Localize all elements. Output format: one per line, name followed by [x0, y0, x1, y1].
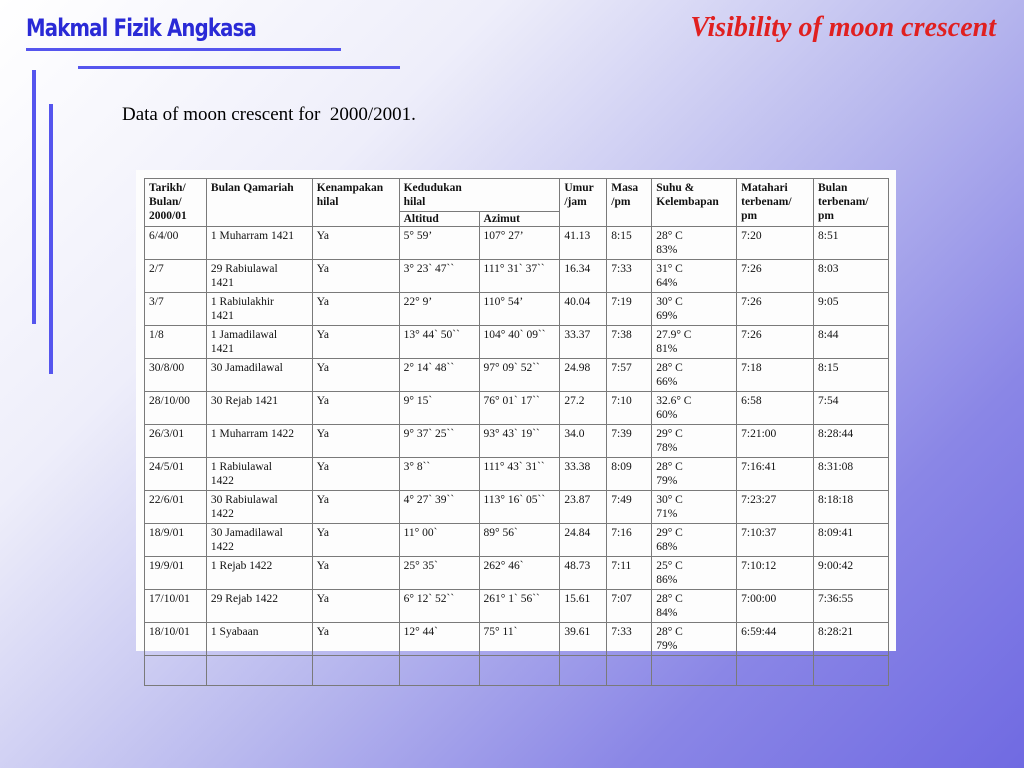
cell-moonset: 8:51 [814, 227, 889, 260]
slide-subtitle: Data of moon crescent for 2000/2001. [122, 104, 416, 125]
cell-moonset: 9:05 [814, 293, 889, 326]
cell-altitude: 9° 37` 25`` [399, 425, 479, 458]
table-row [145, 557, 889, 590]
cell-date: 30/8/00 [145, 359, 207, 392]
cell-moonset: 8:31:08 [814, 458, 889, 491]
col-header-month: Bulan Qamariah [206, 179, 312, 227]
col-header-temp: Suhu & Kelembapan [652, 179, 737, 227]
cell-date: 1/8 [145, 326, 207, 359]
cell-month: 1 Rabiulawal 1422 [206, 458, 312, 491]
cell-sunset: 7:26 [737, 293, 814, 326]
col-header-visibility: Kenampakan hilal [312, 179, 399, 227]
cell-sunset: 7:23:27 [737, 491, 814, 524]
table-row [145, 326, 889, 359]
cell-time: 7:19 [607, 293, 652, 326]
cell-date: 18/9/01 [145, 524, 207, 557]
cell-empty [652, 656, 737, 686]
cell-azimuth: 111° 31` 37`` [479, 260, 560, 293]
cell-month: 29 Rabiulawal 1421 [206, 260, 312, 293]
cell-sunset: 7:00:00 [737, 590, 814, 623]
cell-time: 7:49 [607, 491, 652, 524]
cell-temp: 27.9° C 81% [652, 326, 737, 359]
cell-temp: 28° C 83% [652, 227, 737, 260]
cell-time: 8:15 [607, 227, 652, 260]
cell-altitude: 6° 12` 52`` [399, 590, 479, 623]
cell-date: 3/7 [145, 293, 207, 326]
cell-altitude: 4° 27` 39`` [399, 491, 479, 524]
cell-sunset: 7:10:37 [737, 524, 814, 557]
cell-age: 34.0 [560, 425, 607, 458]
cell-temp: 28° C 84% [652, 590, 737, 623]
cell-visibility: Ya [312, 227, 399, 260]
cell-age: 40.04 [560, 293, 607, 326]
cell-time: 7:38 [607, 326, 652, 359]
decor-vline-right [49, 104, 53, 374]
cell-visibility: Ya [312, 392, 399, 425]
cell-visibility: Ya [312, 557, 399, 590]
lab-title: Makmal Fizik Angkasa [26, 14, 256, 42]
cell-azimuth: 261° 1` 56`` [479, 590, 560, 623]
cell-empty [560, 656, 607, 686]
cell-visibility: Ya [312, 326, 399, 359]
decor-line-top [26, 48, 341, 51]
table-header-row [145, 179, 889, 212]
cell-age: 27.2 [560, 392, 607, 425]
cell-azimuth: 93° 43` 19`` [479, 425, 560, 458]
cell-date: 17/10/01 [145, 590, 207, 623]
cell-sunset: 7:18 [737, 359, 814, 392]
cell-time: 7:10 [607, 392, 652, 425]
decor-vline-left [32, 70, 36, 324]
table-row [145, 425, 889, 458]
cell-date: 28/10/00 [145, 392, 207, 425]
cell-empty [206, 656, 312, 686]
cell-month: 1 Rabiulakhir 1421 [206, 293, 312, 326]
cell-visibility: Ya [312, 524, 399, 557]
cell-month: 1 Syabaan [206, 623, 312, 656]
cell-altitude: 12° 44` [399, 623, 479, 656]
moon-data-table [144, 178, 889, 686]
cell-age: 39.61 [560, 623, 607, 656]
cell-sunset: 6:58 [737, 392, 814, 425]
cell-month: 1 Jamadilawal 1421 [206, 326, 312, 359]
cell-azimuth: 262° 46` [479, 557, 560, 590]
col-header-date: Tarikh/ Bulan/ 2000/01 [145, 179, 207, 227]
cell-month: 30 Jamadilawal 1422 [206, 524, 312, 557]
cell-visibility: Ya [312, 293, 399, 326]
cell-empty [607, 656, 652, 686]
cell-moonset: 8:15 [814, 359, 889, 392]
cell-age: 15.61 [560, 590, 607, 623]
cell-month: 1 Muharram 1421 [206, 227, 312, 260]
cell-moonset: 8:18:18 [814, 491, 889, 524]
cell-month: 29 Rejab 1422 [206, 590, 312, 623]
cell-moonset: 8:28:21 [814, 623, 889, 656]
cell-date: 22/6/01 [145, 491, 207, 524]
cell-sunset: 7:16:41 [737, 458, 814, 491]
table-body [145, 227, 889, 686]
cell-time: 7:33 [607, 260, 652, 293]
col-header-age: Umur /jam [560, 179, 607, 227]
cell-date: 2/7 [145, 260, 207, 293]
cell-sunset: 7:20 [737, 227, 814, 260]
cell-month: 1 Muharram 1422 [206, 425, 312, 458]
table-row [145, 623, 889, 656]
decor-line-second [78, 66, 400, 69]
cell-date: 19/9/01 [145, 557, 207, 590]
cell-azimuth: 97° 09` 52`` [479, 359, 560, 392]
cell-azimuth: 76° 01` 17`` [479, 392, 560, 425]
table-row [145, 590, 889, 623]
cell-age: 23.87 [560, 491, 607, 524]
cell-empty [737, 656, 814, 686]
cell-visibility: Ya [312, 359, 399, 392]
cell-time: 7:11 [607, 557, 652, 590]
cell-time: 7:33 [607, 623, 652, 656]
cell-month: 30 Jamadilawal [206, 359, 312, 392]
cell-time: 7:07 [607, 590, 652, 623]
cell-time: 7:16 [607, 524, 652, 557]
cell-age: 33.37 [560, 326, 607, 359]
cell-azimuth: 104° 40` 09`` [479, 326, 560, 359]
cell-azimuth: 75° 11` [479, 623, 560, 656]
table-row [145, 227, 889, 260]
cell-sunset: 7:26 [737, 326, 814, 359]
col-header-sunset: Matahari terbenam/ pm [737, 179, 814, 227]
cell-empty [814, 656, 889, 686]
cell-empty [399, 656, 479, 686]
cell-time: 7:57 [607, 359, 652, 392]
cell-temp: 29° C 78% [652, 425, 737, 458]
cell-sunset: 7:21:00 [737, 425, 814, 458]
cell-altitude: 3° 8`` [399, 458, 479, 491]
cell-sunset: 7:10:12 [737, 557, 814, 590]
table-row [145, 491, 889, 524]
table-row [145, 524, 889, 557]
cell-temp: 30° C 71% [652, 491, 737, 524]
table-row [145, 458, 889, 491]
cell-altitude: 11° 00` [399, 524, 479, 557]
cell-date: 24/5/01 [145, 458, 207, 491]
cell-visibility: Ya [312, 590, 399, 623]
cell-date: 18/10/01 [145, 623, 207, 656]
cell-age: 24.84 [560, 524, 607, 557]
table-row-empty [145, 656, 889, 686]
cell-altitude: 25° 35` [399, 557, 479, 590]
cell-azimuth: 113° 16` 05`` [479, 491, 560, 524]
cell-moonset: 7:36:55 [814, 590, 889, 623]
cell-altitude: 13° 44` 50`` [399, 326, 479, 359]
slide-title: Visibility of moon crescent [690, 12, 996, 43]
cell-date: 26/3/01 [145, 425, 207, 458]
table-row [145, 359, 889, 392]
col-header-azimuth: Azimut [479, 212, 560, 227]
cell-visibility: Ya [312, 623, 399, 656]
cell-temp: 29° C 68% [652, 524, 737, 557]
cell-sunset: 6:59:44 [737, 623, 814, 656]
cell-altitude: 9° 15` [399, 392, 479, 425]
cell-sunset: 7:26 [737, 260, 814, 293]
cell-visibility: Ya [312, 458, 399, 491]
cell-time: 8:09 [607, 458, 652, 491]
cell-moonset: 8:09:41 [814, 524, 889, 557]
cell-month: 30 Rabiulawal 1422 [206, 491, 312, 524]
cell-temp: 28° C 66% [652, 359, 737, 392]
col-header-position-empty [479, 179, 560, 212]
cell-age: 33.38 [560, 458, 607, 491]
cell-visibility: Ya [312, 425, 399, 458]
cell-empty [145, 656, 207, 686]
cell-temp: 25° C 86% [652, 557, 737, 590]
cell-azimuth: 111° 43` 31`` [479, 458, 560, 491]
cell-temp: 28° C 79% [652, 458, 737, 491]
cell-temp: 32.6° C 60% [652, 392, 737, 425]
cell-age: 16.34 [560, 260, 607, 293]
cell-visibility: Ya [312, 491, 399, 524]
cell-date: 6/4/00 [145, 227, 207, 260]
cell-empty [479, 656, 560, 686]
cell-time: 7:39 [607, 425, 652, 458]
cell-month: 30 Rejab 1421 [206, 392, 312, 425]
cell-moonset: 8:03 [814, 260, 889, 293]
table-image [136, 170, 896, 651]
col-header-moonset: Bulan terbenam/ pm [814, 179, 889, 227]
cell-moonset: 7:54 [814, 392, 889, 425]
cell-moonset: 8:44 [814, 326, 889, 359]
cell-age: 41.13 [560, 227, 607, 260]
col-header-position: Kedudukan hilal [399, 179, 479, 212]
cell-altitude: 3° 23` 47`` [399, 260, 479, 293]
cell-moonset: 9:00:42 [814, 557, 889, 590]
cell-altitude: 22° 9’ [399, 293, 479, 326]
cell-temp: 30° C 69% [652, 293, 737, 326]
cell-temp: 31° C 64% [652, 260, 737, 293]
table-row [145, 293, 889, 326]
col-header-time: Masa /pm [607, 179, 652, 227]
cell-age: 24.98 [560, 359, 607, 392]
col-header-altitude: Altitud [399, 212, 479, 227]
cell-azimuth: 89° 56` [479, 524, 560, 557]
cell-age: 48.73 [560, 557, 607, 590]
cell-visibility: Ya [312, 260, 399, 293]
table-row [145, 260, 889, 293]
cell-month: 1 Rejab 1422 [206, 557, 312, 590]
cell-azimuth: 107° 27’ [479, 227, 560, 260]
cell-temp: 28° C 79% [652, 623, 737, 656]
table-row [145, 392, 889, 425]
cell-empty [312, 656, 399, 686]
cell-altitude: 2° 14` 48`` [399, 359, 479, 392]
cell-azimuth: 110° 54’ [479, 293, 560, 326]
cell-moonset: 8:28:44 [814, 425, 889, 458]
cell-altitude: 5° 59’ [399, 227, 479, 260]
